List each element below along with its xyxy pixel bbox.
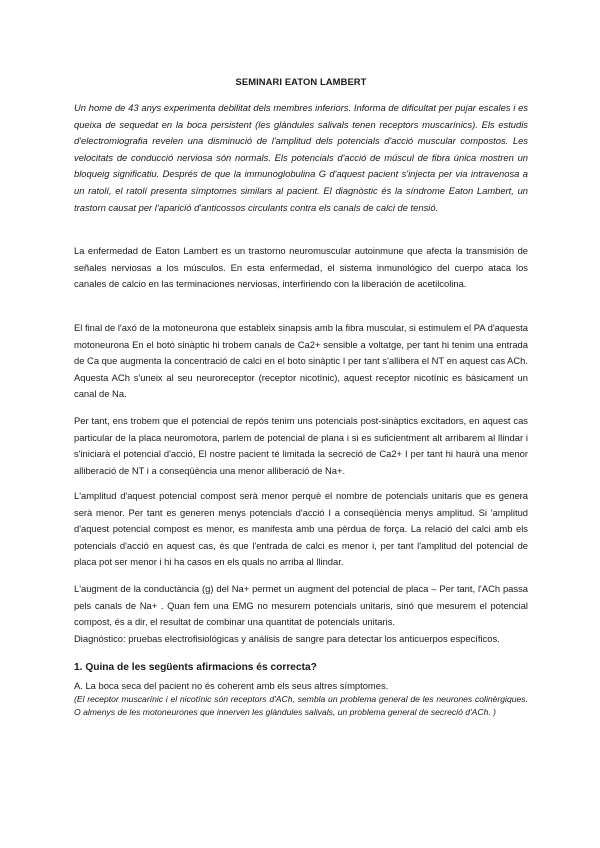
question-option-a-note: (El receptor muscarínic i el nicotínic són receptors d'ACh, sembla un problema general de les neurones colinèrgiques. O almenys de les motoneurones que innerven les glàndules salivals, un problema general de secreció d'ACh. ): [74, 694, 528, 718]
paragraph-conductance: [74, 581, 528, 647]
diagnostic-text: Diagnóstico: pruebas electrofisiológicas y análisis de sangre para detectar los anticuerpos específicos.: [74, 632, 500, 644]
paragraph-resting-potential: Per tant, ens trobem que el potencial de repòs tenim uns potencials post-sinàptics excitadors, en aquest cas particular de la placa neuromotora, parlem de potencial de plana i si es suficientment alt arribarem al llindar i s'iniciarà el potencial d'acció, El nostre pacient té limitada la secreció de Ca2+ I per tant hi haurà una menor alliberació de NT i a conseqüència una menor alliberació de Na+.: [74, 415, 528, 476]
intro-paragraph: Un home de 43 anys experimenta debilitat dels membres inferiors. Informa de dificultat per pujar escales i es queixa de sequedat en la boca persistent (les glàndules salivals tenen receptors muscarínics). Els estudis d'electromiografia revelen una disminució de l'amplitud dels potencials d'acció muscular compostos. Les velocitats de conducció nerviosa són normals. Els potencials d'acció de múscul de fibra única mostren un bloqueig significatiu. Després de que la immunoglobulina G d'aquest pacient s'injecta per via intravenosa a un ratolí, el ratolí presenta símptomes similars al pacient. El diagnòstic és la síndrome Eaton Lambert, un trastorn causat per l'aparició d'anticossos circulants contra els canals de calci de tensió.: [74, 102, 528, 213]
question-heading: 1. Quina de les següents afirmacions és correcta?: [74, 662, 317, 673]
paragraph-eaton-lambert-definition: La enfermedad de Eaton Lambert es un trastorno neuromuscular autoinmune que afecta la transmisión de señales nerviosas a los músculos. En esta enfermedad, el sistema inmunológico del cuerpo ataca los canales de calcio en las terminaciones nerviosas, interfiriendo con la liberación de acetilcolina.: [74, 245, 528, 290]
document-title: SEMINARI EATON LAMBERT: [235, 76, 367, 87]
paragraph-compound-amplitude: L'amplitud d'aquest potencial compost serà menor perquè el nombre de potencials unitaris que es genera serà menor. Per tant es generen menys potencials d'acció I a conseqüència menys amplitud. Si 'amplitud d'aquest potencial compost es menor, es manifesta amb una pèrdua de força. La relació del calci amb els potencials d'acció en aquest cas, és que l'entrada de calci es menor i, per tant l'amplitud del potencial de placa pot ser menor i hi ha casos en els quals no arriba al llindar.: [74, 490, 528, 568]
paragraph-motoneuron-synapse: El final de l'axó de la motoneurona que estableix sinapsis amb la fibra muscular, si estimulem el PA d'aquesta motoneurona En el botó sinàptic hi trobem canals de Ca2+ sensible a voltatge, per tant hi tenim una entrada de Ca que augmenta la concentració de calci en el boto sinàptic I per tant s'allibera el NT en aquest cas ACh. Aquesta ACh s'uneix al seu neuroreceptor (receptor nicotínic), aquest receptor nicotínic es bàsicament un canal de Na.: [74, 322, 528, 400]
question-option-a: A. La boca seca del pacient no és coherent amb els seus altres símptomes.: [74, 680, 389, 691]
conductance-text: L'augment de la conductància (g) del Na+ permet un augment del potencial de placa – Per tant, l'ACh passa pels canals de Na+ . Quan fem una EMG no mesurem potencials unitaris, sinó que mesurem el potencial compost, és a dir, el resultat de combinar una quantitat de potencials unitaris.: [74, 583, 528, 628]
